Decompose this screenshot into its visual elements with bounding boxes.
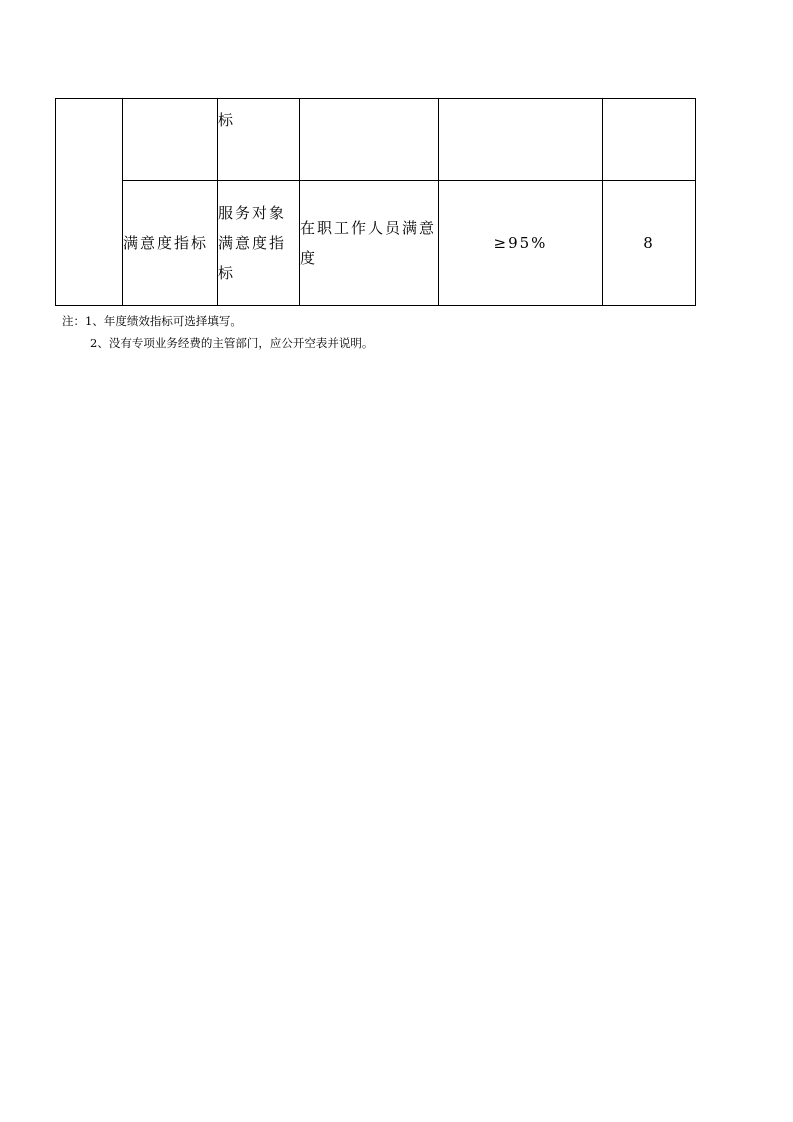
table-cell-indicator-continued (300, 99, 439, 181)
table-row (56, 99, 696, 181)
table-cell-level2-continued: 标 (218, 99, 300, 181)
table-cell-level2-indicator: 服务对象满意度指标 (218, 181, 300, 306)
table-notes (62, 310, 373, 354)
table-cell-level1-indicator: 满意度指标 (123, 181, 218, 306)
table-cell-target-value: ≥95% (439, 181, 603, 306)
performance-indicator-table (55, 98, 696, 306)
table-cell-level3-indicator: 在职工作人员满意度 (300, 181, 439, 306)
table-cell-target-continued (439, 99, 603, 181)
table-cell-weight-continued (603, 99, 696, 181)
note-line-2: 2、没有专项业务经费的主管部门，应公开空表并说明。 (90, 336, 374, 350)
table-cell-weight-value: 8 (603, 181, 696, 306)
table-cell-level1-continued (123, 99, 218, 181)
note-line-1: 注：1、年度绩效指标可选择填写。 (62, 314, 242, 328)
table-cell-category (56, 99, 123, 306)
table-row (56, 181, 696, 306)
